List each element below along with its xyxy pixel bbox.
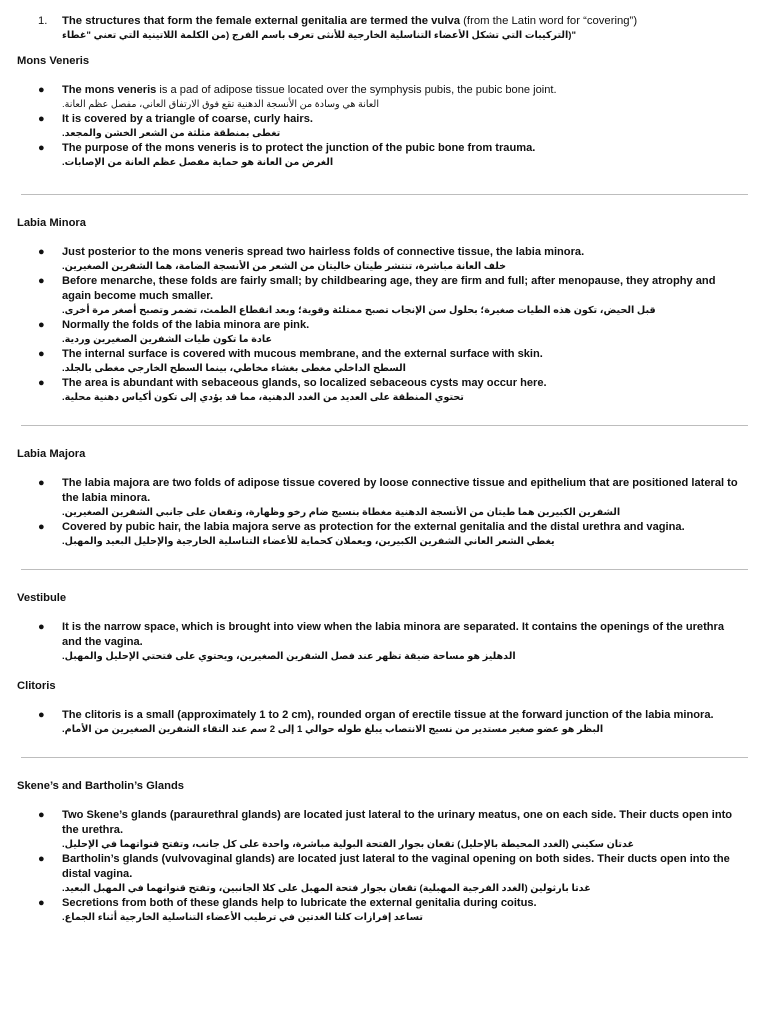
bullet-icon: ● — [38, 377, 45, 389]
intro-item — [38, 14, 738, 43]
bullet-icon: ● — [38, 84, 45, 96]
item-arabic: الشفرين الكبيرين هما طيتان من الأنسجة الدهنية مغطاة بنسيج ضام رخو وظهارة، وتقعان على جانبي الشفرين الصغيرين. — [62, 507, 621, 518]
item-arabic: غدتا بارثولين (الغدد الفرجية المهبلية) تقعان بجوار فتحة المهبل على كلا الجانبين، وتفتح قنواتهما في المهبل البعيد. — [62, 883, 591, 894]
bullet-icon: ● — [38, 853, 45, 865]
item-text: The internal surface is covered with mucous membrane, and the external surface with skin. — [62, 348, 543, 360]
item-arabic: السطح الداخلي مغطى بغشاء مخاطي، بينما السطح الخارجي مغطى بالجلد. — [62, 363, 406, 374]
section-divider — [21, 757, 748, 758]
list-item — [17, 83, 738, 112]
bullet-icon: ● — [38, 246, 45, 258]
item-arabic: يغطي الشعر العاني الشفرين الكبيرين، ويعملان كحماية للأعضاء التناسلية الخارجية والإحليل البعيد والمهبل. — [62, 536, 555, 547]
list-item — [17, 620, 738, 664]
item-text: The labia majora are two folds of adipose tissue covered by loose connective tissue and epithelium that are positioned lateral to the labia minora. — [62, 477, 738, 504]
item-text: It is covered by a triangle of coarse, curly hairs. — [62, 113, 313, 125]
section-list-labia-minora — [17, 245, 738, 405]
item-text: Covered by pubic hair, the labia majora serve as protection for the external genitalia and the distal urethra and vagina. — [62, 521, 685, 533]
section-title-glands: Skene’s and Bartholin’s Glands — [17, 780, 185, 792]
list-item — [17, 141, 738, 170]
section-list-vestibule — [17, 620, 738, 664]
list-item — [17, 808, 738, 852]
item-text: Bartholin’s glands (vulvovaginal glands) are located just lateral to the vaginal opening on both sides. Their ducts open into the distal vagina. — [62, 853, 730, 880]
item-text: Normally the folds of the labia minora are pink. — [62, 319, 310, 331]
bullet-icon: ● — [38, 113, 45, 125]
list-item — [17, 852, 738, 896]
list-item — [17, 112, 738, 141]
section-title-mons-veneris: Mons Veneris — [17, 55, 90, 67]
bullet-icon: ● — [38, 897, 45, 909]
section-title-vestibule: Vestibule — [17, 592, 67, 604]
intro-number: 1. — [38, 15, 48, 27]
item-text: The purpose of the mons veneris is to protect the junction of the pubic bone from trauma. — [62, 142, 536, 154]
list-item — [17, 476, 738, 520]
item-text: Just posterior to the mons veneris spread two hairless folds of connective tissue, the labia minora. — [62, 246, 585, 258]
section-title-labia-minora: Labia Minora — [17, 217, 86, 229]
list-item — [17, 245, 738, 274]
section-title-clitoris: Clitoris — [17, 680, 56, 692]
intro-arabic: "(التركيبات التي تشكل الأعضاء التناسلية الخارجية للأنثى تعرف باسم الفرج (من الكلمة اللاتينية التي تعني "غطاء — [62, 30, 577, 41]
section-list-glands — [17, 808, 738, 925]
bullet-icon: ● — [38, 142, 45, 154]
intro-rest: (from the Latin word for “covering”) — [460, 15, 638, 27]
bullet-icon: ● — [38, 477, 45, 489]
bullet-icon: ● — [38, 521, 45, 533]
list-item — [17, 520, 738, 549]
list-item — [17, 318, 738, 347]
bullet-icon: ● — [38, 621, 45, 633]
item-arabic: تغطى بمنطقة مثلثة من الشعر الخشن والمجعد. — [62, 128, 281, 139]
item-arabic: البظر هو عضو صغير مستدير من نسيج الانتصاب يبلغ طوله حوالي 1 إلى 2 سم عند التقاء الشفرين الصغيرين من الأمام. — [62, 724, 604, 735]
bullet-icon: ● — [38, 348, 45, 360]
item-arabic: تحتوي المنطقة على العديد من الغدد الدهنية، مما قد يؤدي إلى تكون أكياس دهنية محلية. — [62, 392, 464, 403]
item-text: Two Skene’s glands (paraurethral glands) are located just lateral to the urinary meatus, one on each side. Their ducts open into the urethra. — [62, 809, 733, 836]
intro-bold: The structures that form the female external genitalia are termed the vulva — [62, 15, 461, 27]
item-arabic: عادة ما تكون طيات الشفرين الصغيرين وردية. — [62, 334, 272, 345]
item-arabic: الدهليز هو مساحة ضيقة تظهر عند فصل الشفرين الصغيرين، ويحتوي على فتحتي الإحليل والمهبل. — [62, 651, 516, 662]
section-title-labia-majora: Labia Majora — [17, 448, 86, 460]
section-divider — [21, 194, 748, 195]
section-list-mons-veneris — [17, 83, 738, 170]
list-item — [17, 347, 738, 376]
bullet-icon: ● — [38, 809, 45, 821]
item-text: Before menarche, these folds are fairly small; by childbearing age, they are firm and full; after menopause, they atrophy and again become much smaller. — [62, 275, 716, 302]
bullet-icon: ● — [38, 275, 45, 287]
item-arabic: تساعد إفرازات كلتا الغدتين في ترطيب الأعضاء التناسلية الخارجية أثناء الجماع. — [62, 912, 423, 923]
item-arabic: العانة هي وسادة من الأنسجة الدهنية تقع فوق الارتفاق العاني، مفصل عظم العانة. — [62, 99, 380, 110]
item-text: It is the narrow space, which is brought into view when the labia minora are separated. It contains the openings of the urethra and the vagina. — [62, 621, 725, 648]
intro-text — [62, 14, 637, 29]
section-divider — [21, 569, 748, 570]
item-text: is a pad of adipose tissue located over the symphysis pubis, the pubic bone joint. — [156, 84, 557, 96]
section-divider — [21, 425, 748, 426]
bullet-icon: ● — [38, 709, 45, 721]
item-arabic: الغرض من العانة هو حماية مفصل عظم العانة من الإصابات. — [62, 157, 334, 168]
item-arabic: غدتان سكيني (الغدد المحيطة بالإحليل) تقعان بجوار الفتحة البولية مباشرة، واحدة على كل جانب، وتفتح قنواتهما في الإحليل. — [62, 839, 635, 850]
section-list-labia-majora — [17, 476, 738, 549]
bullet-icon: ● — [38, 319, 45, 331]
item-text: The clitoris is a small (approximately 1 to 2 cm), rounded organ of erectile tissue at the forward junction of the labia minora. — [62, 709, 714, 721]
item-text: Secretions from both of these glands help to lubricate the external genitalia during coitus. — [62, 897, 537, 909]
list-item — [17, 896, 738, 925]
item-text: The area is abundant with sebaceous glands, so localized sebaceous cysts may occur here. — [62, 377, 547, 389]
section-list-clitoris — [17, 708, 738, 737]
term: The mons veneris — [62, 84, 157, 96]
item-arabic: خلف العانة مباشرة، تنتشر طيتان خاليتان من الشعر من الأنسجة الضامة، هما الشفرين الصغيرين. — [62, 261, 507, 272]
item-arabic: قبل الحيض، تكون هذه الطيات صغيرة؛ بحلول سن الإنجاب تصبح ممتلئة وقوية؛ وبعد انقطاع الطمث، تضمر وتصبح أصغر مرة أخرى. — [62, 305, 656, 316]
list-item — [17, 274, 738, 318]
list-item — [17, 708, 738, 737]
list-item — [17, 376, 738, 405]
